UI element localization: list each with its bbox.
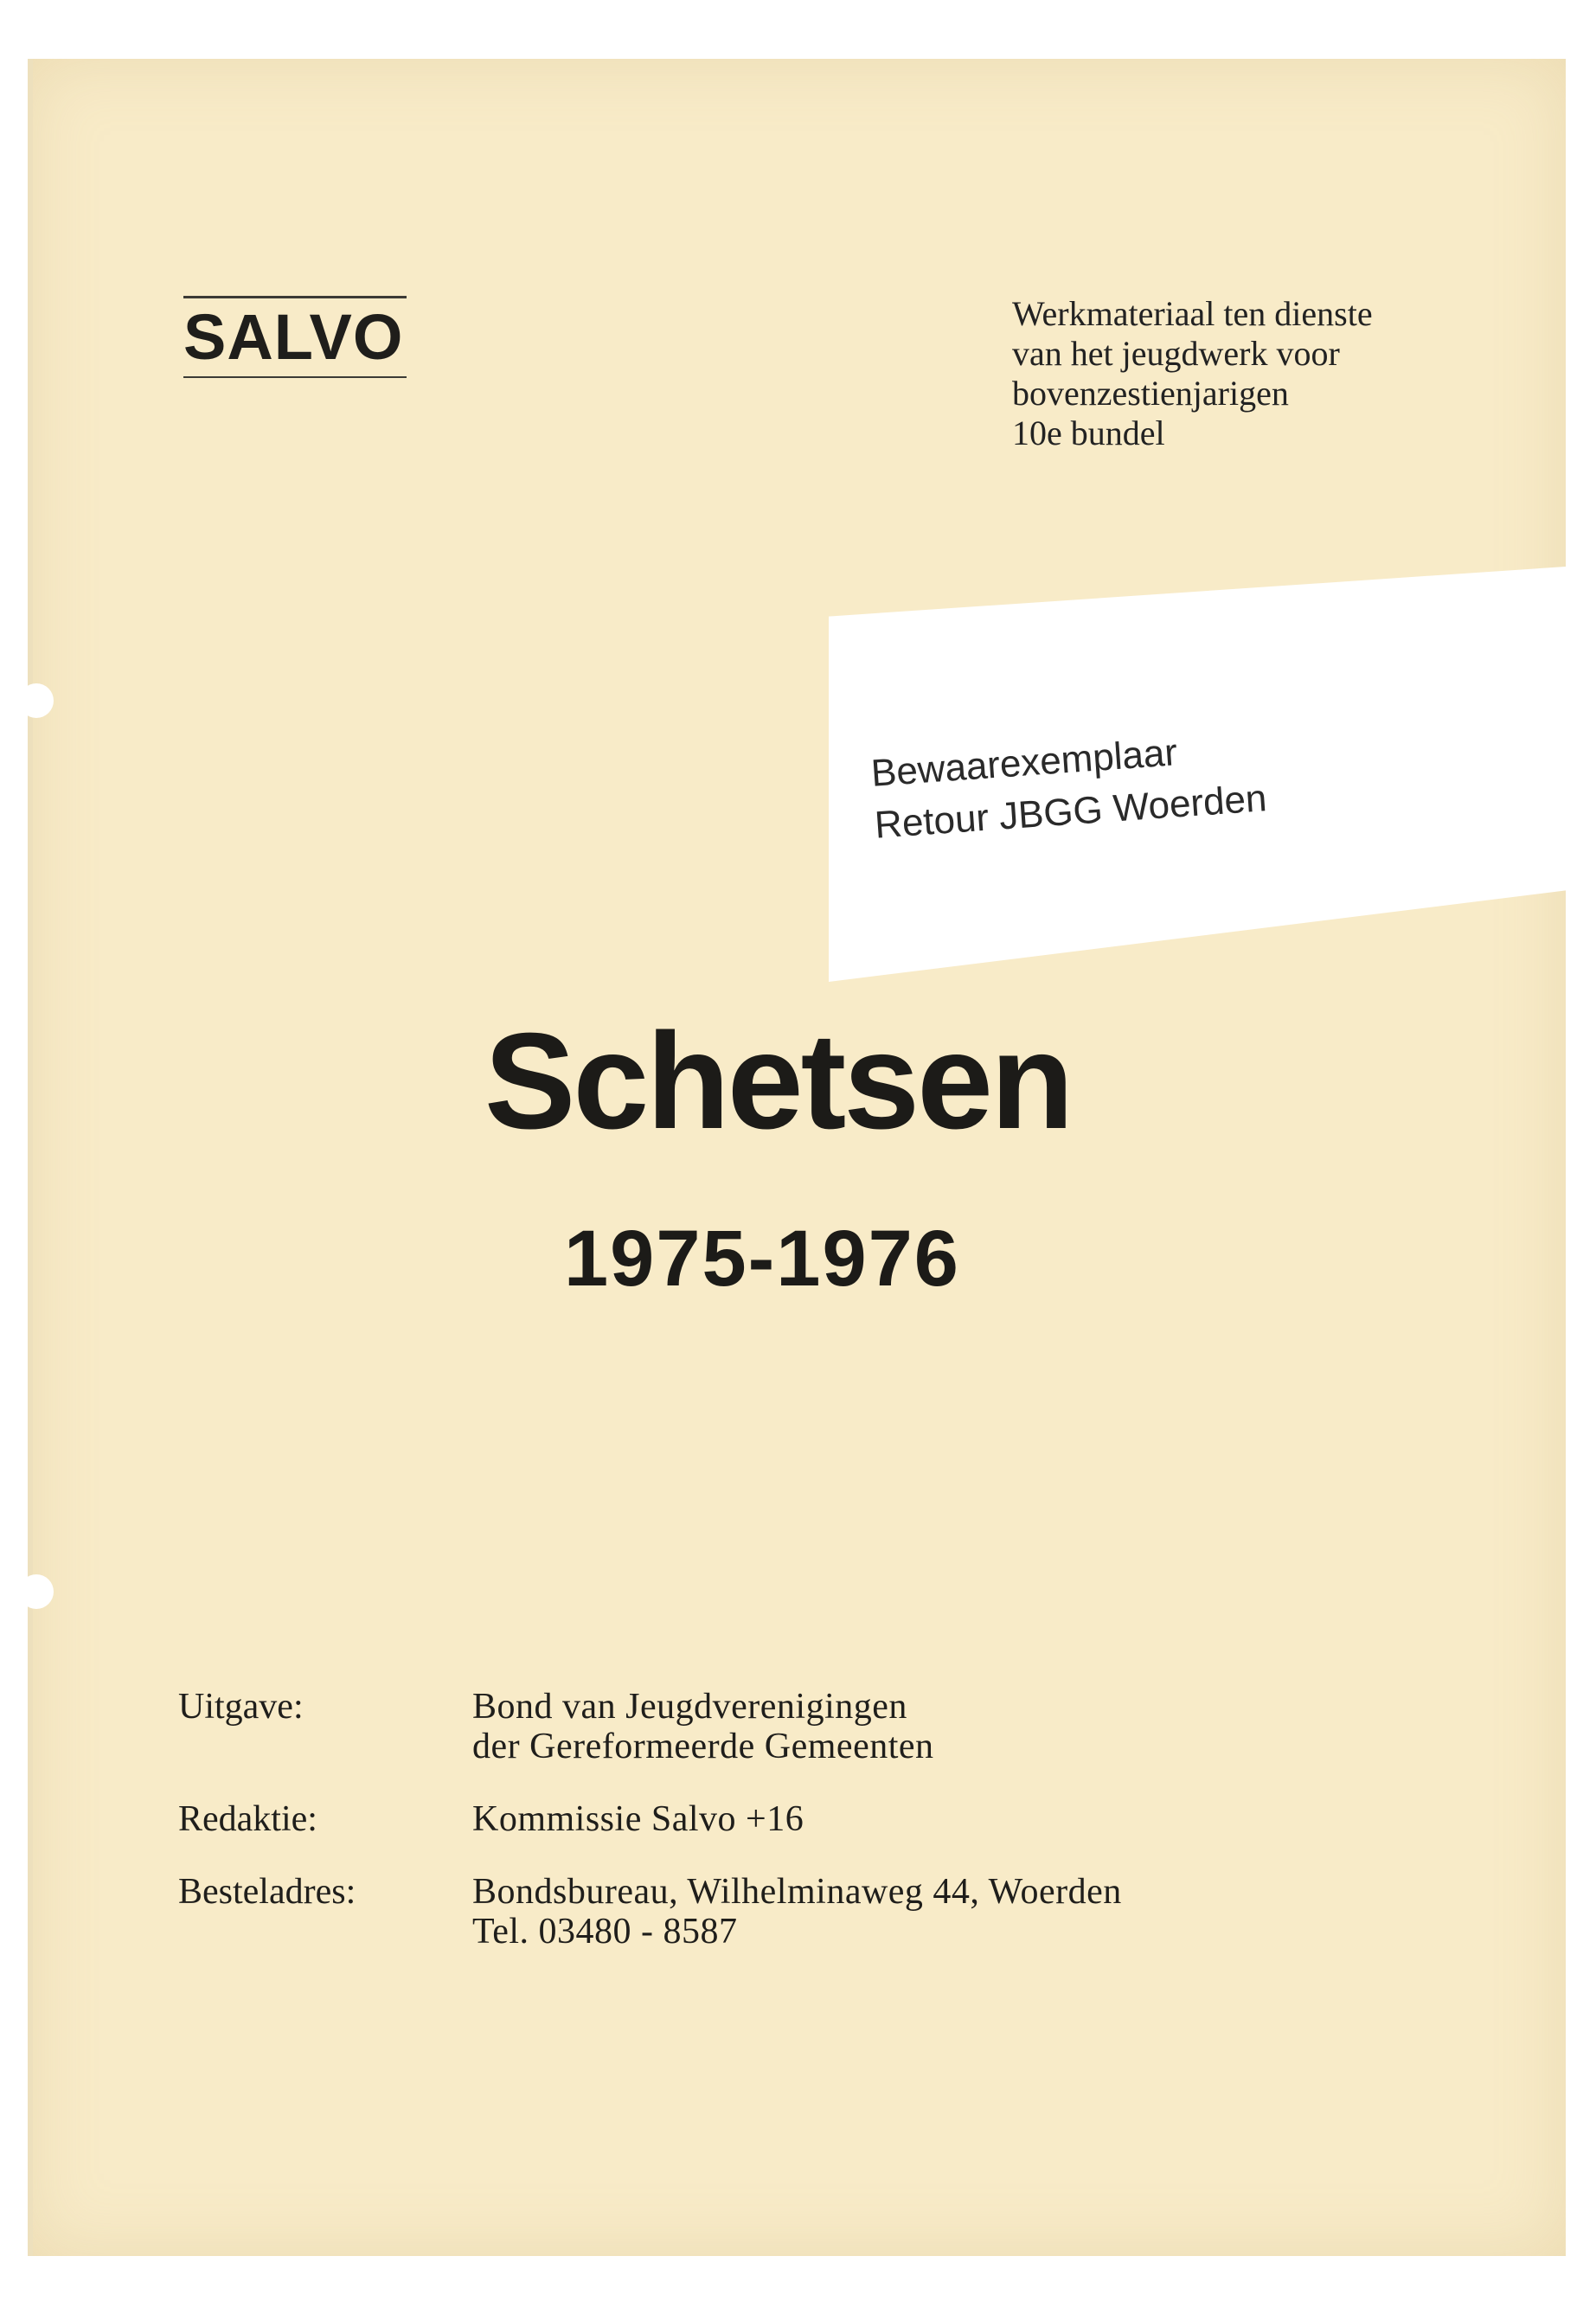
colophon-value-line: Bond van Jeugdverenigingen xyxy=(472,1687,907,1727)
paper-edge xyxy=(28,59,33,2256)
colophon-row-redaktie xyxy=(178,1799,1476,1839)
sticker-line: Retour JBGG Woerden xyxy=(873,777,1268,847)
colophon-row-besteladres xyxy=(178,1872,1476,1952)
header-line: 10e bundel xyxy=(1012,413,1165,452)
header-line: van het jeugdwerk voor xyxy=(1012,334,1340,373)
header-description xyxy=(1012,294,1531,453)
document-title: Schetsen xyxy=(484,1005,1072,1157)
header-line: bovenzestienjarigen xyxy=(1012,374,1289,413)
salvo-logo xyxy=(183,296,408,378)
colophon-value-line: Kommissie Salvo +16 xyxy=(472,1799,804,1839)
colophon-value-line: Tel. 03480 - 8587 xyxy=(472,1912,738,1952)
punch-hole-bottom xyxy=(19,1574,54,1609)
colophon-value-line: der Gereformeerde Gemeenten xyxy=(472,1727,934,1766)
colophon-value xyxy=(472,1687,934,1766)
colophon xyxy=(178,1687,1476,1984)
colophon-value xyxy=(472,1872,1122,1952)
logo-text: SALVO xyxy=(183,301,404,373)
colophon-label: Besteladres: xyxy=(178,1872,356,1912)
document-years: 1975-1976 xyxy=(564,1215,960,1303)
punch-hole-top xyxy=(19,683,54,718)
logo-rule-bottom xyxy=(183,376,407,378)
colophon-value-line: Bondsbureau, Wilhelminaweg 44, Woerden xyxy=(472,1872,1122,1912)
colophon-label: Redaktie: xyxy=(178,1799,317,1839)
header-line: Werkmateriaal ten dienste xyxy=(1012,294,1373,333)
colophon-row-uitgave xyxy=(178,1687,1476,1766)
colophon-label: Uitgave: xyxy=(178,1687,304,1727)
sticker-line: Bewaarexemplaar xyxy=(869,731,1179,795)
colophon-value xyxy=(472,1799,804,1839)
